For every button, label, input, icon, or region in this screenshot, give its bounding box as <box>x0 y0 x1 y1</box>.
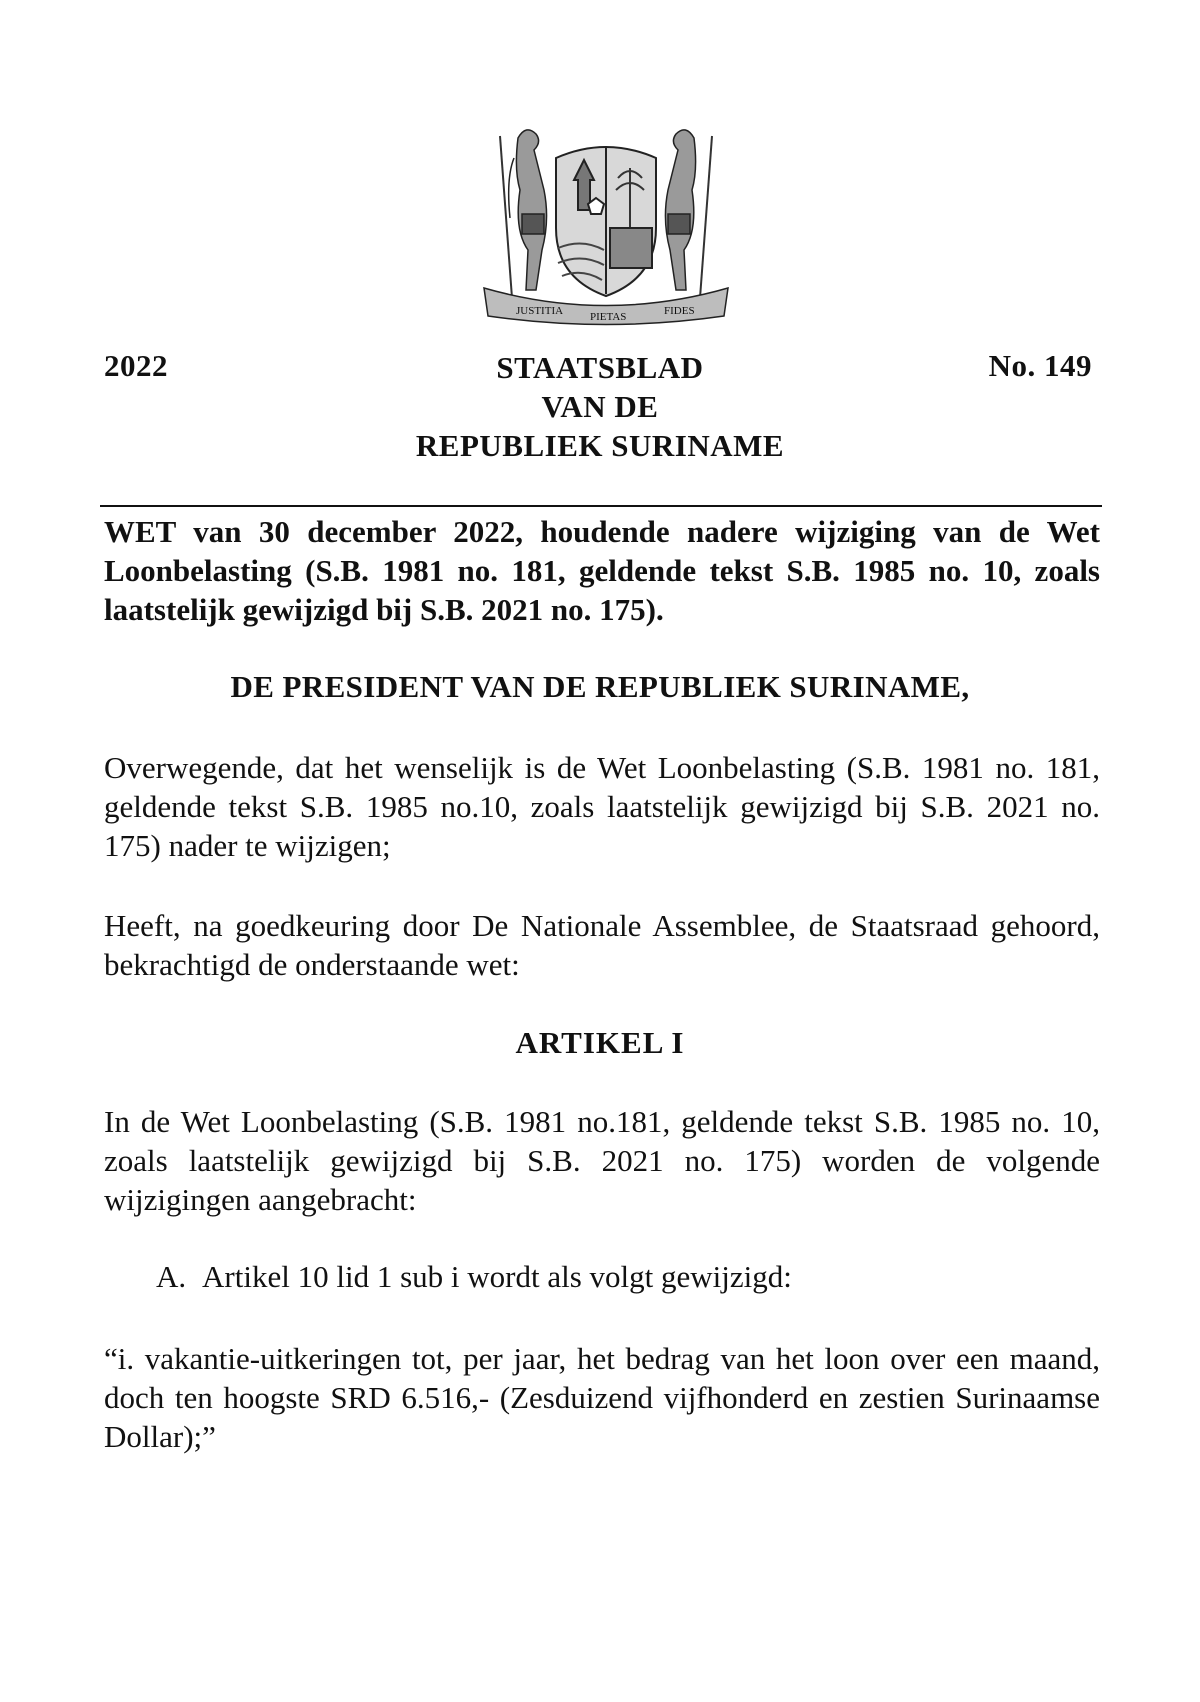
emblem-motto-1: JUSTITIA <box>516 305 564 317</box>
amendment-item <box>156 1259 792 1295</box>
considering-paragraph: Overwegende, dat het wenselijk is de Wet Loonbelasting (S.B. 1981 no. 181, geldende tekst S.B. 1985 no.10, zoals laatstelijk gewijzigd bij S.B. 2021 no. 175) nader te wijzigen; <box>104 750 1100 863</box>
header-divider <box>100 505 1102 507</box>
president-heading: DE PRESIDENT VAN DE REPUBLIEK SURINAME, <box>230 669 970 704</box>
law-title: WET van 30 december 2022, houdende nadere wijziging van de Wet Loonbelasting (S.B. 1981 no. 181, geldende tekst S.B. 1985 no. 10, zoals laatstelijk gewijzigd bij S.B. 2021 no. 175). <box>104 514 1100 627</box>
emblem-motto-2: PIETAS <box>590 311 627 323</box>
publication-name: STAATSBLAD <box>496 350 704 385</box>
coat-of-arms-emblem <box>478 118 734 328</box>
article-intro: In de Wet Loonbelasting (S.B. 1981 no.181, geldende tekst S.B. 1985 no. 10, zoals laatstelijk gewijzigd bij S.B. 2021 no. 175) worden de volgende wijzigingen aangebracht: <box>104 1104 1100 1217</box>
emblem-motto-3: FIDES <box>664 305 695 317</box>
publication-line-3: REPUBLIEK SURINAME <box>415 428 785 463</box>
enactment-paragraph: Heeft, na goedkeuring door De Nationale Assemblee, de Staatsraad gehoord, bekrachtigd de onderstaande wet: <box>104 908 1100 982</box>
publication-line-2: VAN DE <box>541 389 659 424</box>
publication-year: 2022 <box>104 348 168 383</box>
amendment-item-text: Artikel 10 lid 1 sub i wordt als volgt gewijzigd: <box>202 1259 792 1294</box>
publication-number: No. 149 <box>988 348 1092 383</box>
article-heading: ARTIKEL I <box>515 1025 685 1060</box>
amendment-item-label: A. <box>156 1259 187 1294</box>
publication-title <box>300 348 900 465</box>
amendment-quote: “i. vakantie-uitkeringen tot, per jaar, het bedrag van het loon over een maand, doch ten hoogste SRD 6.516,- (Zesduizend vijfhonderd en zestien Surinaamse Dollar);” <box>104 1341 1100 1454</box>
